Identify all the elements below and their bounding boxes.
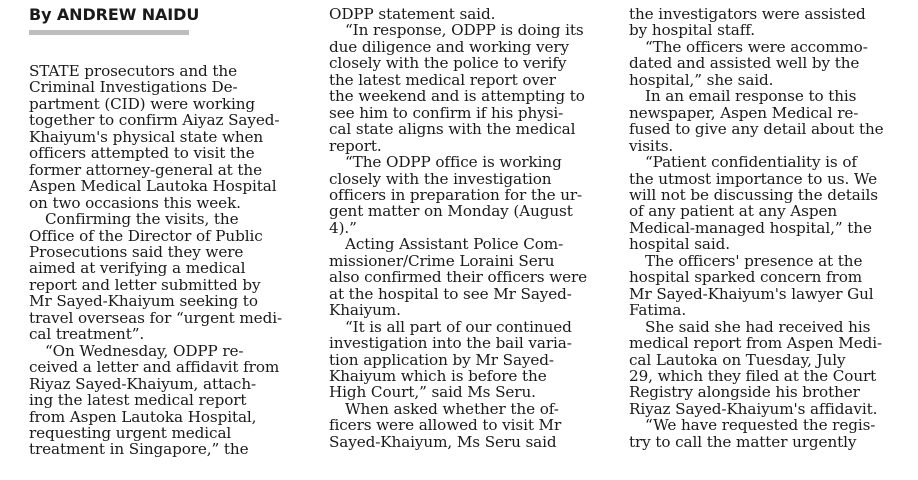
text-line: The officers' presence at the xyxy=(645,251,863,270)
text-line: treatment in Singapore,” the xyxy=(29,440,249,459)
text-line: try to call the matter urgently xyxy=(629,432,857,451)
text-line: In an email response to this xyxy=(645,87,857,106)
text-line: Riyaz Sayed-Khaiyum, attach- xyxy=(29,374,257,393)
text-line: fused to give any detail about the xyxy=(629,120,884,139)
text-line: hospital,” she said. xyxy=(629,70,774,89)
text-line: requesting urgent medical xyxy=(29,423,232,442)
text-line: Khaiyum. xyxy=(329,301,401,320)
text-line: at the hospital to see Mr Sayed- xyxy=(329,284,572,303)
text-line: newspaper, Aspen Medical re- xyxy=(629,103,859,122)
text-line: Prosecutions said they were xyxy=(29,242,244,261)
text-line: “On Wednesday, ODPP re- xyxy=(45,341,244,360)
text-line: Mr Sayed-Khaiyum seeking to xyxy=(29,292,258,311)
text-line: gent matter on Monday (August xyxy=(329,202,573,221)
text-line: Acting Assistant Police Com- xyxy=(345,235,564,254)
text-line: closely with the investigation xyxy=(329,169,552,188)
text-line: Criminal Investigations De- xyxy=(29,78,238,97)
text-line: STATE prosecutors and the xyxy=(29,62,237,80)
text-line: Sayed-Khaiyum, Ms Seru said xyxy=(329,432,557,451)
text-line: the investigators were assisted xyxy=(629,5,866,23)
text-line: tion application by Mr Sayed- xyxy=(329,350,554,369)
text-line: “The officers were accommo- xyxy=(645,37,868,56)
text-line: “Patient confidentiality is of xyxy=(645,153,857,172)
text-line: cal treatment”. xyxy=(29,325,145,344)
column-1-text xyxy=(29,63,312,458)
text-line: hospital said. xyxy=(629,235,730,254)
text-line: cal state aligns with the medical xyxy=(329,120,576,139)
text-line: officers attempted to visit the xyxy=(29,144,255,163)
text-line: ing the latest medical report xyxy=(29,391,247,410)
text-line: 4).” xyxy=(329,218,357,237)
text-line: former attorney-general at the xyxy=(29,160,262,179)
text-line: missioner/Crime Loraini Seru xyxy=(329,251,555,270)
text-line: the utmost importance to us. We xyxy=(629,169,878,188)
text-line: due diligence and working very xyxy=(329,37,570,56)
text-line: report. xyxy=(329,136,382,155)
text-line: medical report from Aspen Medi- xyxy=(629,334,883,353)
text-line: Confirming the visits, the xyxy=(45,210,239,229)
text-line: from Aspen Lautoka Hospital, xyxy=(29,407,257,426)
text-line: Medical-managed hospital,” the xyxy=(629,218,872,237)
text-line: will not be discussing the details xyxy=(629,185,878,204)
text-line: dated and assisted well by the xyxy=(629,54,860,73)
text-line: Mr Sayed-Khaiyum's lawyer Gul xyxy=(629,284,874,303)
text-line: “We have requested the regis- xyxy=(645,416,876,435)
text-line: ficers were allowed to visit Mr xyxy=(329,416,562,435)
text-line: of any patient at any Aspen xyxy=(629,202,838,221)
text-line: Khaiyum which is before the xyxy=(329,366,547,385)
text-line: “The ODPP office is working xyxy=(345,153,562,172)
article-column-1 xyxy=(29,6,312,458)
text-line: ODPP statement said. xyxy=(329,5,496,23)
text-line: ceived a letter and affidavit from xyxy=(29,358,280,377)
text-line: Aspen Medical Lautoka Hospital xyxy=(29,177,277,196)
text-line: aimed at verifying a medical xyxy=(29,259,246,278)
article-column-2 xyxy=(329,6,612,450)
text-line: She said she had received his xyxy=(645,317,871,336)
text-line: “In response, ODPP is doing its xyxy=(345,21,584,40)
text-line: hospital sparked concern from xyxy=(629,268,863,287)
text-line: also confirmed their officers were xyxy=(329,268,588,287)
text-line: Riyaz Sayed-Khaiyum's affidavit. xyxy=(629,399,878,418)
text-line: investigation into the bail varia- xyxy=(329,334,572,353)
text-line: visits. xyxy=(629,136,674,155)
text-line: Registry alongside his brother xyxy=(629,383,860,402)
text-line: on two occasions this week. xyxy=(29,193,241,212)
text-line: 29, which they filed at the Court xyxy=(629,366,877,385)
text-line: see him to confirm if his physi- xyxy=(329,103,564,122)
text-line: partment (CID) were working xyxy=(29,94,256,113)
byline: By ANDREW NAIDU xyxy=(29,5,200,24)
text-line: together to confirm Aiyaz Sayed- xyxy=(29,111,280,130)
text-line: report and letter submitted by xyxy=(29,275,261,294)
byline-rule xyxy=(29,30,189,35)
text-line: closely with the police to verify xyxy=(329,54,567,73)
text-line: officers in preparation for the ur- xyxy=(329,185,583,204)
text-line: Khaiyum's physical state when xyxy=(29,127,264,146)
text-line: the weekend and is attempting to xyxy=(329,87,585,106)
text-line: When asked whether the of- xyxy=(345,399,559,418)
text-line: by hospital staff. xyxy=(629,21,755,40)
column-3-text xyxy=(629,6,912,450)
text-line: the latest medical report over xyxy=(329,70,556,89)
column-2-text xyxy=(329,6,612,450)
text-line: High Court,” said Ms Seru. xyxy=(329,383,536,402)
text-line: Fatima. xyxy=(629,301,687,320)
text-line: “It is all part of our continued xyxy=(345,317,572,336)
text-line: Office of the Director of Public xyxy=(29,226,263,245)
text-line: cal Lautoka on Tuesday, July xyxy=(629,350,846,369)
article-column-3 xyxy=(629,6,912,450)
text-line: travel overseas for “urgent medi- xyxy=(29,308,282,327)
